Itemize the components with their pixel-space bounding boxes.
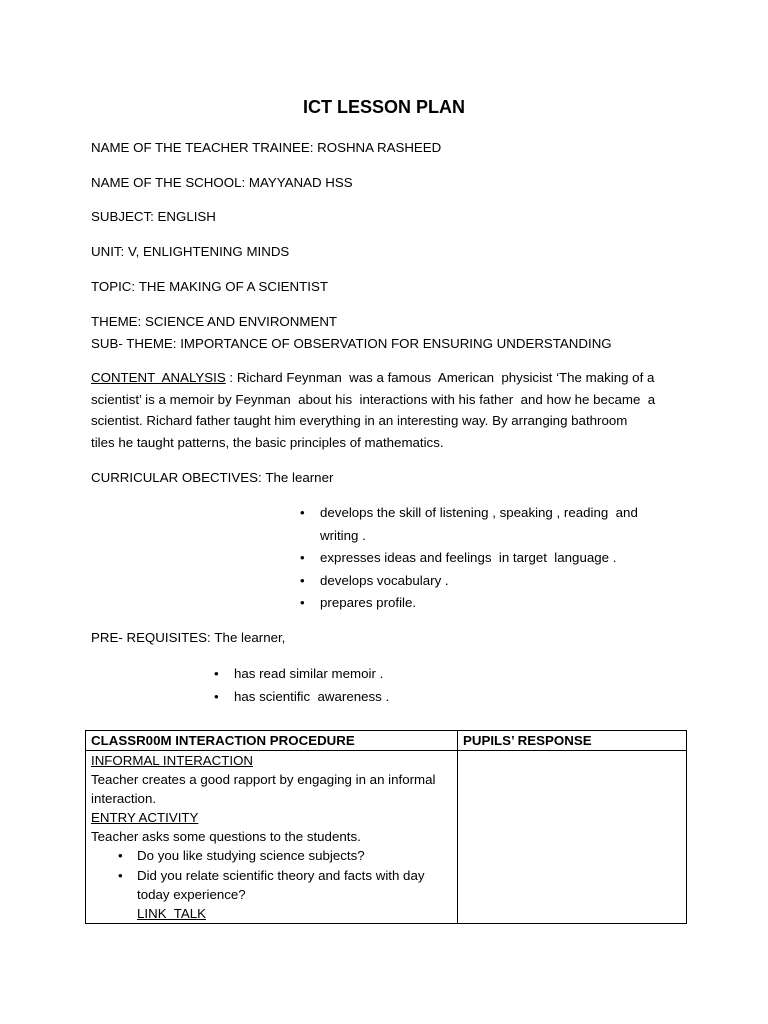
pre-requisites-list: [234, 662, 534, 708]
objective-text: develops the skill of listening , speaking , reading and writing .: [320, 505, 642, 543]
content-analysis-text: scientist. Richard father taught him everything in an interesting way. By arranging bathroom: [91, 413, 628, 429]
table-header-pupils-response: PUPILS’ RESPONSE: [458, 731, 687, 751]
question-item: [137, 846, 442, 865]
informal-interaction-heading: INFORMAL INTERACTION: [91, 753, 254, 768]
pre-requisites-heading: [91, 628, 285, 648]
objective-text: expresses ideas and feelings in target language .: [320, 550, 617, 565]
field-label: SUBJECT:: [91, 209, 154, 224]
theme-value: SCIENCE AND ENVIRONMENT: [144, 314, 338, 329]
content-analysis-line: [91, 410, 655, 432]
sub-theme-field: [91, 334, 612, 354]
informal-interaction-text: Teacher creates a good rapport by engaging in an informal interaction.: [91, 772, 440, 807]
theme-field: [91, 312, 337, 332]
field-label: CURRICULAR OBECTIVES:: [91, 470, 262, 485]
pre-requisite-item: [234, 662, 534, 685]
content-analysis: [91, 367, 655, 454]
field-value: The learner: [265, 470, 334, 485]
subject-field: [91, 207, 216, 227]
objective-item: [320, 502, 655, 547]
subject-value: ENGLISH: [157, 209, 216, 224]
objective-item: [320, 547, 655, 570]
content-analysis-line: [91, 432, 655, 454]
field-label: UNIT:: [91, 244, 125, 259]
entry-activity-text: Teacher asks some questions to the students.: [91, 829, 361, 845]
curricular-objectives-heading: [91, 468, 333, 488]
procedure-table: [85, 730, 687, 924]
table-header-row: [86, 731, 687, 751]
objective-item: [320, 592, 655, 615]
content-analysis-text: : Richard Feynman was a famous American physicist ‘The making of a: [225, 370, 655, 385]
objective-text: prepares profile.: [320, 595, 417, 610]
sub-theme-value: IMPORTANCE OF OBSERVATION FOR ENSURING UNDERSTANDING: [180, 336, 612, 351]
content-analysis-text: tiles he taught patterns, the basic principles of mathematics.: [91, 435, 444, 451]
field-value: The learner,: [214, 630, 286, 645]
field-label: TOPIC:: [91, 279, 136, 294]
pre-requisite-item: [234, 685, 534, 708]
unit-field: [91, 242, 289, 262]
pre-requisite-text: has read similar memoir .: [234, 666, 384, 681]
question-list: [91, 846, 452, 922]
content-analysis-label: CONTENT ANALYSIS: [91, 370, 226, 385]
topic-field: [91, 277, 328, 297]
field-label: PRE- REQUISITES:: [91, 630, 211, 645]
content-analysis-line: [91, 389, 655, 411]
topic-value: THE MAKING OF A SCIENTIST: [138, 279, 328, 294]
content-analysis-line: [91, 367, 655, 389]
field-label: NAME OF THE TEACHER TRAINEE:: [91, 140, 314, 155]
question-text: Did you relate scientific theory and facts with day today experience?: [137, 867, 429, 902]
teacher-trainee-name: ROSHNA RASHEED: [317, 140, 442, 155]
pupils-response-cell: [458, 751, 687, 924]
table-row: [86, 751, 687, 924]
page-title: ICT LESSON PLAN: [302, 97, 465, 117]
unit-value: V, ENLIGHTENING MINDS: [127, 244, 290, 259]
entry-activity-heading: ENTRY ACTIVITY: [91, 810, 199, 826]
pre-requisite-text: has scientific awareness .: [234, 689, 390, 704]
school-name: MAYYANAD HSS: [248, 175, 353, 190]
field-label: THEME:: [91, 314, 142, 329]
teacher-trainee-field: [91, 138, 441, 158]
field-label: NAME OF THE SCHOOL:: [91, 175, 246, 190]
procedure-cell: [86, 751, 458, 924]
objective-text: develops vocabulary .: [320, 572, 449, 588]
curricular-objectives-list: [320, 502, 655, 615]
table-header-procedure: CLASSR00M INTERACTION PROCEDURE: [86, 731, 458, 751]
question-text: Do you like studying science subjects?: [137, 848, 365, 864]
objective-item: [320, 570, 655, 593]
question-item: [137, 866, 442, 923]
field-label: SUB- THEME:: [91, 336, 177, 351]
content-analysis-text: scientist’ is a memoir by Feynman about his interactions with his father and how he became a: [91, 391, 656, 407]
school-field: [91, 173, 353, 193]
link-talk-heading: LINK TALK: [137, 905, 206, 921]
